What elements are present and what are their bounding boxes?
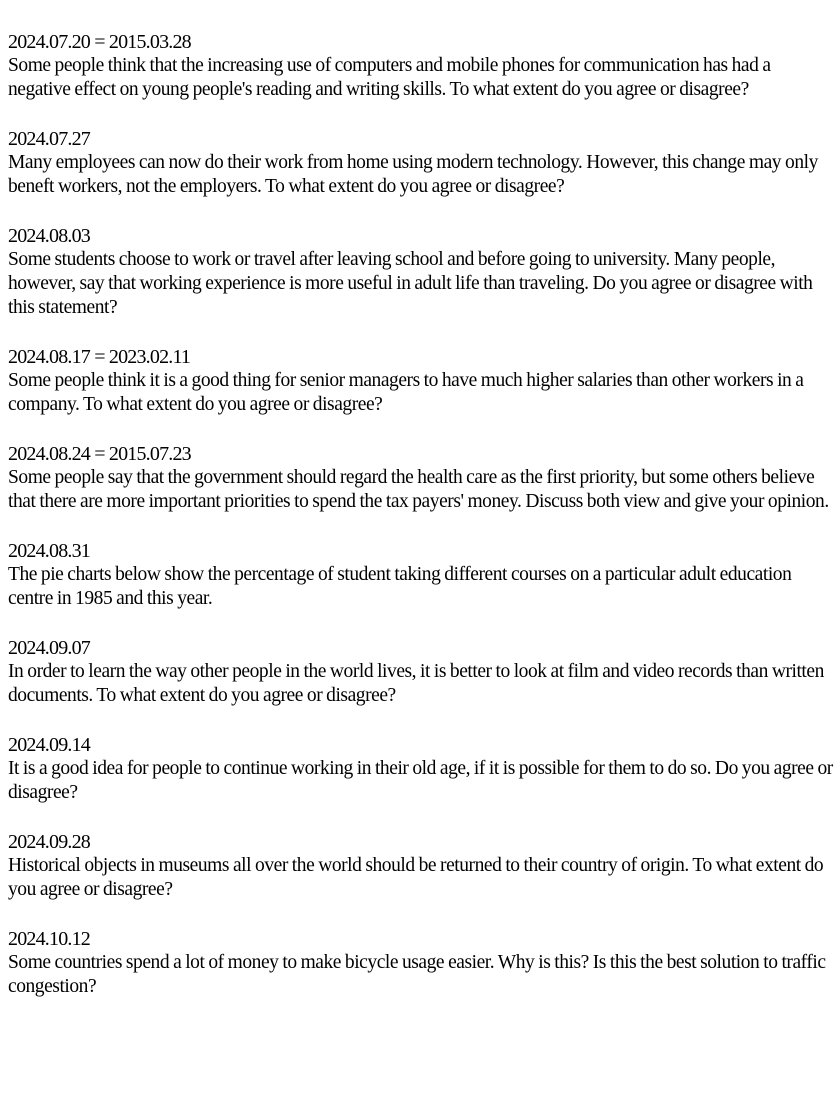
topic-date: 2024.08.17 = 2023.02.11 (8, 346, 191, 368)
topic-date: 2024.08.24 = 2015.07.23 (8, 443, 191, 465)
topic-entry (8, 539, 836, 611)
topic-entry (8, 224, 836, 320)
topic-prompt: Historical objects in museums all over the world should be returned to their country of origin. To what extent do you agree or disagree? (8, 855, 824, 900)
topic-entry (8, 30, 836, 102)
topic-prompt: Some people think it is a good thing for senior managers to have much higher salaries than other workers in a company. To what extent do you agree or disagree? (8, 370, 804, 415)
topic-date: 2024.07.20 = 2015.03.28 (8, 31, 191, 53)
topic-date: 2024.09.14 (8, 734, 91, 756)
topic-prompt: Some people think that the increasing use of computers and mobile phones for communication has had a negative effect on young people's reading and writing skills. To what extent do you agree or disagree? (8, 55, 771, 100)
topic-date: 2024.09.07 (8, 637, 91, 659)
topic-date: 2024.08.31 (8, 540, 91, 562)
topic-entry (8, 830, 836, 902)
topic-entry (8, 442, 836, 514)
topic-entry (8, 927, 836, 999)
topic-date: 2024.08.03 (8, 225, 91, 247)
essay-topic-list (8, 30, 836, 999)
topic-prompt: It is a good idea for people to continue working in their old age, if it is possible for them to do so. Do you agree or disagree? (8, 758, 833, 803)
topic-prompt: Many employees can now do their work from home using modern technology. However, this change may only beneft workers, not the employers. To what extent do you agree or disagree? (8, 152, 818, 197)
topic-prompt: The pie charts below show the percentage of student taking different courses on a particular adult education centre in 1985 and this year. (8, 564, 792, 609)
topic-entry (8, 345, 836, 417)
topic-entry (8, 127, 836, 199)
topic-date: 2024.07.27 (8, 128, 91, 150)
topic-prompt: Some students choose to work or travel after leaving school and before going to university. Many people, however, say that working experience is more useful in adult life than traveling. Do you agree or disagree with this statement? (8, 249, 813, 318)
topic-entry (8, 636, 836, 708)
topic-prompt: Some people say that the government should regard the health care as the first priority, but some others believe that there are more important priorities to spend the tax payers' money. Discuss both view and give your opinion. (8, 467, 829, 512)
topic-entry (8, 733, 836, 805)
topic-date: 2024.09.28 (8, 831, 91, 853)
topic-prompt: In order to learn the way other people in the world lives, it is better to look at film and video records than written documents. To what extent do you agree or disagree? (8, 661, 824, 706)
topic-prompt: Some countries spend a lot of money to make bicycle usage easier. Why is this? Is this the best solution to traffic congestion? (8, 952, 826, 997)
topic-date: 2024.10.12 (8, 928, 91, 950)
